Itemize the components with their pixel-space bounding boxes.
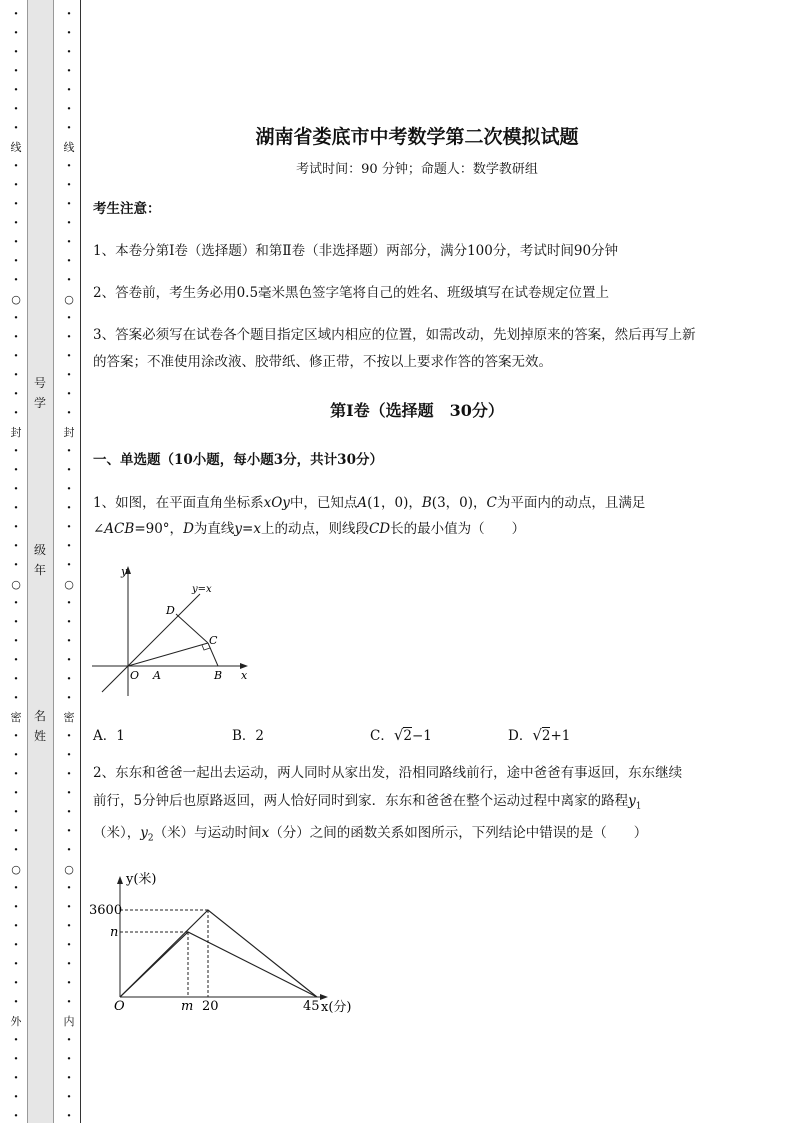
origin-label: O (114, 999, 125, 1014)
gutter-dot: · (13, 691, 19, 706)
sqrt-symbol: √ (532, 726, 542, 744)
gutter-dot: · (13, 387, 19, 402)
gutter-dot: · (13, 273, 19, 288)
gutter-dot: · (66, 216, 72, 231)
gutter-dot: · (66, 197, 72, 212)
gutter-dot: · (13, 1033, 19, 1048)
gutter-dot: · (66, 919, 72, 934)
gutter-dot: · (66, 843, 72, 858)
gutter-dot: · (66, 539, 72, 554)
point-A-label: A (153, 669, 161, 682)
gutter-dot: · (13, 539, 19, 554)
q1-line2: ∠ACB=90°，D为直线y=x上的动点，则线段CD长的最小值为（ ） (93, 521, 526, 537)
note-item: 的答案；不准使用涂改液、胶带纸、修正带，不按以上要求作答的答案无效。 (93, 354, 552, 370)
gutter-dot: · (13, 216, 19, 231)
gutter-dot: · (13, 615, 19, 630)
gutter-mark: 线 (63, 141, 75, 154)
gutter-mark: ○ (11, 863, 21, 876)
field-label-ji: 级 (33, 543, 46, 557)
gutter-dot: · (13, 45, 19, 60)
gutter-dot: · (66, 824, 72, 839)
sqrt-symbol: √ (393, 726, 404, 744)
gutter-dot: · (66, 463, 72, 478)
gutter-dot: · (13, 178, 19, 193)
gutter-dot: · (66, 691, 72, 706)
q2-line2: 前行，5分钟后也原路返回，两人恰好同时到家．东东和爸爸在整个运动过程中离家的路程$y_1$ (93, 793, 642, 812)
tick-45: 45 (303, 999, 320, 1014)
gutter-mark: 外 (10, 1015, 22, 1028)
q1-figure (88, 558, 258, 700)
gutter-dot: · (13, 1090, 19, 1105)
gutter-dot: · (13, 159, 19, 174)
gutter-dot: · (13, 121, 19, 136)
gutter-dot: · (13, 26, 19, 41)
gutter-dot: · (13, 957, 19, 972)
gutter-dot: · (66, 653, 72, 668)
gutter-dot: · (13, 83, 19, 98)
gutter-dot: · (13, 900, 19, 915)
tick-n: n (110, 925, 119, 940)
q1-option-d[interactable]: D．√2+1 (508, 726, 571, 744)
gutter-dot: · (66, 254, 72, 269)
gutter-dot: · (66, 330, 72, 345)
gutter-mark: ○ (64, 863, 74, 876)
gutter-dot: · (66, 748, 72, 763)
line-y1 (120, 910, 317, 997)
gutter-dot: · (66, 881, 72, 896)
q1-option-b[interactable]: B．2 (232, 728, 265, 744)
gutter-dot: · (13, 786, 19, 801)
gutter-dot: · (66, 520, 72, 535)
gutter-dot: · (66, 349, 72, 364)
y-axis-label: y (121, 565, 128, 578)
gutter-dot: · (66, 957, 72, 972)
q1-option-c[interactable]: C．√2−1 (370, 726, 432, 744)
gutter-dot: · (66, 45, 72, 60)
gutter-dot: · (66, 558, 72, 573)
gutter-dot: · (66, 767, 72, 782)
gutter-dot: · (13, 235, 19, 250)
gutter-dot: · (13, 976, 19, 991)
gutter-dot: · (66, 634, 72, 649)
gutter-mark: 密 (10, 711, 22, 724)
gutter-mark: 线 (10, 141, 22, 154)
gutter-mark: 内 (63, 1015, 75, 1028)
tick-20: 20 (202, 999, 219, 1014)
point-O-label: O (130, 669, 140, 682)
gutter-dot: · (13, 330, 19, 345)
x-axis-label: x(分) (321, 1000, 352, 1015)
tick-m: m (181, 999, 194, 1014)
segment-DC (176, 614, 208, 643)
gutter-dot: · (66, 387, 72, 402)
gutter-dot: · (13, 254, 19, 269)
gutter-dot: · (13, 653, 19, 668)
gutter-dot: · (13, 406, 19, 421)
gutter-dot: · (13, 349, 19, 364)
gutter-dot: · (66, 995, 72, 1010)
q2-line3: （米），$y_2$（米）与运动时间x（分）之间的函数关系如图所示，下列结论中错误的是（ ） (93, 825, 648, 844)
section-title: 第Ⅰ卷（选择题 30分） (330, 401, 504, 420)
gutter-dot: · (66, 805, 72, 820)
q1-line1: 1、如图，在平面直角坐标系xOy中，已知点A(1，0)，B(3，0)，C为平面内的动点，且满足 (93, 495, 646, 511)
q1-option-a[interactable]: A．1 (93, 728, 125, 744)
gutter-dot: · (13, 64, 19, 79)
gutter-dot: · (66, 1033, 72, 1048)
gutter-dot: · (66, 615, 72, 630)
gutter-mark: 密 (63, 711, 75, 724)
gutter-mark: ○ (64, 578, 74, 591)
gutter-dot: · (13, 520, 19, 535)
gutter-dot: · (13, 995, 19, 1010)
line-label: y=x (192, 584, 212, 595)
gutter-dot: · (13, 7, 19, 22)
gutter-dot: · (66, 406, 72, 421)
gutter-dot: · (66, 938, 72, 953)
gutter-dot: · (13, 1109, 19, 1124)
gutter-dot: · (66, 672, 72, 687)
page-title: 湖南省娄底市中考数学第二次模拟试题 (255, 126, 579, 148)
gutter-mark: ○ (11, 293, 21, 306)
gutter-dot: · (66, 976, 72, 991)
gutter-dot: · (13, 596, 19, 611)
gutter-dot: · (66, 121, 72, 136)
line-y2 (120, 932, 317, 997)
gutter-dot: · (66, 26, 72, 41)
gutter-dot: · (66, 501, 72, 516)
gutter-dot: · (66, 235, 72, 250)
gutter-dot: · (13, 881, 19, 896)
gutter-dot: · (13, 634, 19, 649)
gutter-dot: · (66, 1090, 72, 1105)
gutter-dot: · (13, 729, 19, 744)
note-item: 3、答案必须写在试卷各个题目指定区域内相应的位置，如需改动，先划掉原来的答案，然后再写上新 (93, 327, 696, 343)
gutter-dot: · (66, 1109, 72, 1124)
note-item: 2、答卷前，考生务必用0.5毫米黑色签字笔将自己的姓名、班级填写在试卷规定位置上 (93, 285, 610, 301)
gutter-dot: · (13, 1052, 19, 1067)
gutter-dot: · (13, 938, 19, 953)
gutter-mark: ○ (11, 578, 21, 591)
gutter-mark: 封 (63, 426, 75, 439)
gutter-dot: · (13, 805, 19, 820)
gutter-dot: · (13, 311, 19, 326)
gutter-dot: · (66, 482, 72, 497)
gutter-dot: · (66, 159, 72, 174)
gutter-mark: ○ (64, 293, 74, 306)
gutter-mark: 封 (10, 426, 22, 439)
gutter-dot: · (13, 672, 19, 687)
y-axis-arrow (117, 876, 123, 884)
gutter-dot: · (66, 729, 72, 744)
notes-heading: 考生注意： (93, 201, 161, 217)
gutter-dot: · (66, 596, 72, 611)
gutter-dot: · (13, 482, 19, 497)
gutter-dot: · (66, 83, 72, 98)
gutter-dot: · (66, 178, 72, 193)
line-y-equals-x (102, 594, 200, 692)
field-label-xing: 姓 (33, 729, 46, 743)
gutter-dot: · (66, 1071, 72, 1086)
gutter-dot: · (66, 786, 72, 801)
gutter-dot: · (13, 843, 19, 858)
gutter-dot: · (13, 558, 19, 573)
gutter-dot: · (66, 444, 72, 459)
gutter-dot: · (13, 501, 19, 516)
point-D-label: D (166, 604, 175, 617)
gutter-dot: · (66, 273, 72, 288)
gutter-dot: · (13, 444, 19, 459)
gutter-dot: · (13, 824, 19, 839)
point-B-label: B (214, 669, 223, 682)
gutter-dot: · (13, 1071, 19, 1086)
gutter-dot: · (13, 767, 19, 782)
note-item: 1、本卷分第Ⅰ卷（选择题）和第Ⅱ卷（非选择题）两部分，满分100分，考试时间90分钟 (93, 243, 619, 259)
field-label-nian: 年 (33, 563, 46, 577)
gutter-dot: · (13, 463, 19, 478)
y-axis-label: y(米) (126, 872, 157, 887)
gutter-dot: · (13, 748, 19, 763)
gutter-dot: · (66, 7, 72, 22)
gutter-dot: · (13, 102, 19, 117)
x-axis-label: x (241, 669, 248, 682)
gutter-dot: · (66, 64, 72, 79)
gutter-dot: · (13, 919, 19, 934)
gutter-dot: · (66, 368, 72, 383)
field-label-hao: 号 (33, 376, 46, 390)
part-heading: 一、单选题（10小题，每小题3分，共计30分） (93, 452, 383, 468)
field-label-xue: 学 (33, 396, 46, 410)
q2-line1: 2、东东和爸爸一起出去运动，两人同时从家出发，沿相同路线前行，途中爸爸有事返回，东东继续 (93, 765, 683, 781)
gutter-dot: · (66, 102, 72, 117)
field-label-ming: 名 (33, 709, 46, 723)
point-C-label: C (209, 634, 218, 647)
gutter-dot: · (13, 368, 19, 383)
gutter-dot: · (66, 311, 72, 326)
gutter-dot: · (13, 197, 19, 212)
gutter-dot: · (66, 900, 72, 915)
page-subtitle: 考试时间：90 分钟；命题人：数学教研组 (296, 162, 538, 177)
q2-figure (88, 866, 368, 1026)
tick-3600: 3600 (89, 903, 123, 918)
gutter-dot: · (66, 1052, 72, 1067)
